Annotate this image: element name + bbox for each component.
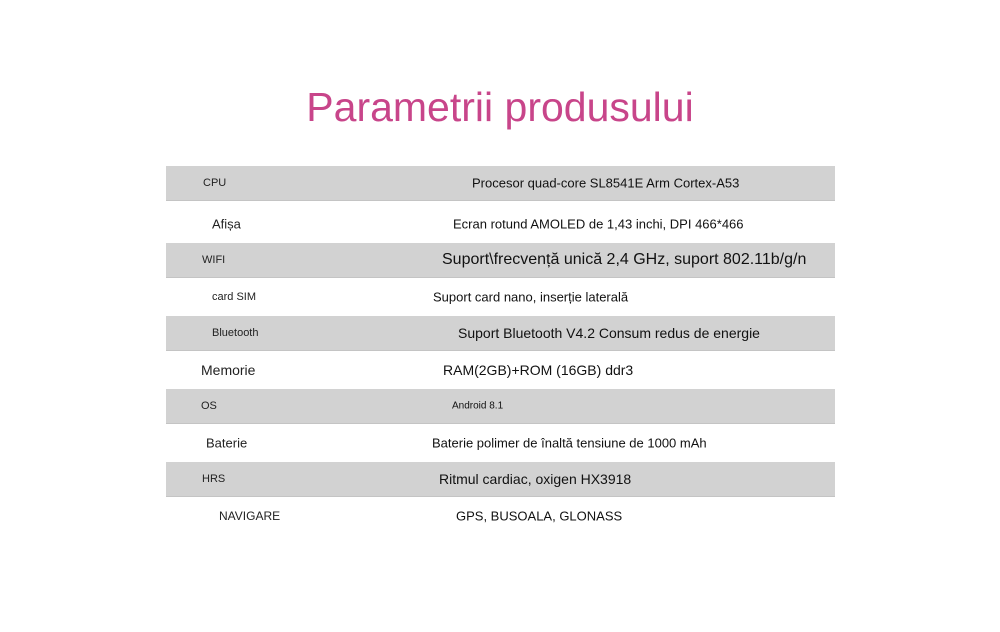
spec-value: Ecran rotund AMOLED de 1,43 inchi, DPI 466*466 [453,216,744,232]
spec-row-cpu [166,166,835,201]
spec-value: Ritmul cardiac, oxigen HX3918 [439,471,632,487]
spec-label: OS [201,400,217,412]
spec-label: Bluetooth [212,327,259,339]
spec-row-hrs [166,462,835,497]
spec-value: Android 8.1 [452,400,504,412]
spec-label: HRS [202,473,226,485]
spec-value: Suport Bluetooth V4.2 Consum redus de energie [458,325,760,341]
spec-row-battery [166,426,835,460]
spec-table [166,166,835,533]
spec-row-os [166,389,835,424]
spec-row-bluetooth [166,316,835,351]
spec-label: Baterie [206,435,248,451]
spec-value: Baterie polimer de înaltă tensiune de 1000 mAh [432,435,707,451]
spec-row-wifi [166,243,835,278]
spec-row-memory [166,353,835,387]
spec-row-display [166,207,835,241]
page-title: Parametrii produsului [306,84,694,130]
spec-value: RAM(2GB)+ROM (16GB) ddr3 [443,362,634,378]
spec-value: GPS, BUSOALA, GLONASS [456,508,623,524]
spec-label: card SIM [212,291,257,303]
spec-label: Afișa [212,216,241,232]
spec-label: CPU [203,177,227,189]
spec-value: Procesor quad-core SL8541E Arm Cortex-A53 [472,175,740,191]
spec-row-sim [166,280,835,314]
spec-label: Memorie [201,362,256,378]
spec-value: Suport\frecvență unică 2,4 GHz, suport 802.11b/g/n [442,251,807,268]
spec-label: NAVIGARE [219,509,281,523]
spec-value: Suport card nano, inserție laterală [433,289,629,305]
spec-row-navigation [166,499,835,533]
spec-label: WIFI [202,254,226,266]
